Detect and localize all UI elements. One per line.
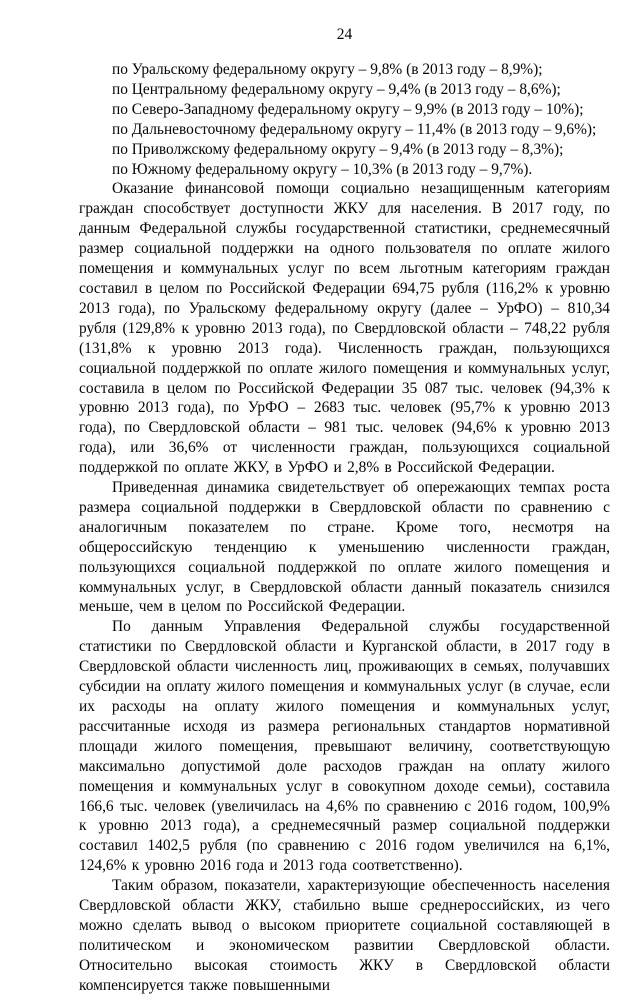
list-item: по Приволжскому федеральному округу – 9,4% (в 2013 году – 8,3%); [112,140,564,158]
paragraph-conclusion: Таким образом, показатели, характеризующие обеспеченность населения Свердловской области ЖКУ, стабильно выше среднероссийских, из чего можно сделать вывод о высоком приоритете социальной составляющей в политическом и экономическом развитии Свердловской области. Относительно высокая стоимость ЖКУ в Свердловской области компенсируется также повышенными [79,877,610,994]
list-item: по Дальневосточному федеральному округу – 11,4% (в 2013 году – 9,6%); [112,120,597,138]
page-number: 24 [336,26,353,43]
list-item: по Уральскому федеральному округу – 9,8% (в 2013 году – 8,9%); [112,61,543,78]
list-item: по Центральному федеральному округу – 9,4% (в 2013 году – 8,6%); [112,80,561,98]
federal-district-list [79,60,610,179]
list-item: по Южному федеральному округу – 10,3% (в 2013 году – 9,7%). [112,160,533,178]
paragraph-dynamics: Приведенная динамика свидетельствует об опережающих темпах роста размера социальной поддержки в Свердловской области по сравнению с аналогичным показателем по стране. Кроме того, несмотря на общероссийскую тенденцию к уменьшению численности граждан, пользующихся социальной поддержкой по оплате жилого помещения и коммунальных услуг, в Свердловской области данный показатель снизился меньше, чем в целом по Российской Федерации. [79,479,610,616]
paragraph-financial-aid: Оказание финансовой помощи социально незащищенным категориям граждан способствует доступности ЖКУ для населения. В 2017 году, по данным Федеральной службы государственной статистики, среднемесячный размер социальной поддержки на одного пользователя по оплате жилого помещения и коммунальных услуг по всем льготным категориям граждан составил в целом по Российской Федерации 694,75 рубля (116,2% к уровню 2013 года), по Уральскому федеральному округу (далее – УрФО) – 810,34 рубля (129,8% к уровню 2013 года), по Свердловской области – 748,22 рубля (131,8% к уровню 2013 года). Численность граждан, пользующихся социальной поддержкой по оплате жилого помещения и коммунальных услуг, составила в целом по Российской Федерации 35 087 тыс. человек (94,3% к уровню 2013 года), по УрФО – 2683 тыс. человек (95,7% к уровню 2013 года), по Свердловской области – 981 тыс. человек (94,6% к уровню 2013 года), или 36,6% от численности граждан, пользующихся социальной поддержкой по оплате ЖКУ, в УрФО и 2,8% в Российской Федерации. [79,180,610,477]
paragraph-subsidies: По данным Управления Федеральной службы государственной статистики по Свердловской области и Курганской области, в 2017 году в Свердловской области численность лиц, проживающих в семьях, получавших субсидии на оплату жилого помещения и коммунальных услуг (в случае, если их расходы на оплату жилого помещения и коммунальных услуг, рассчитанные исходя из размера региональных стандартов нормативной площади жилого помещения, превышают величину, соответствующую максимально допустимой доле расходов граждан на оплату жилого помещения и коммунальных услуг в совокупном доходе семьи), составила 166,6 тыс. человек (увеличилась на 4,6% по сравнению с 2016 годом, 100,9% к уровню 2013 года), а среднемесячный размер социальной поддержки составил 1402,5 рубля (по сравнению с 2016 годом увеличился на 6,1%, 124,6% к уровню 2016 года и 2013 года соответственно). [79,618,610,875]
list-item: по Северо-Западному федеральному округу – 9,9% (в 2013 году – 10%); [112,100,584,118]
page-content [79,26,610,996]
